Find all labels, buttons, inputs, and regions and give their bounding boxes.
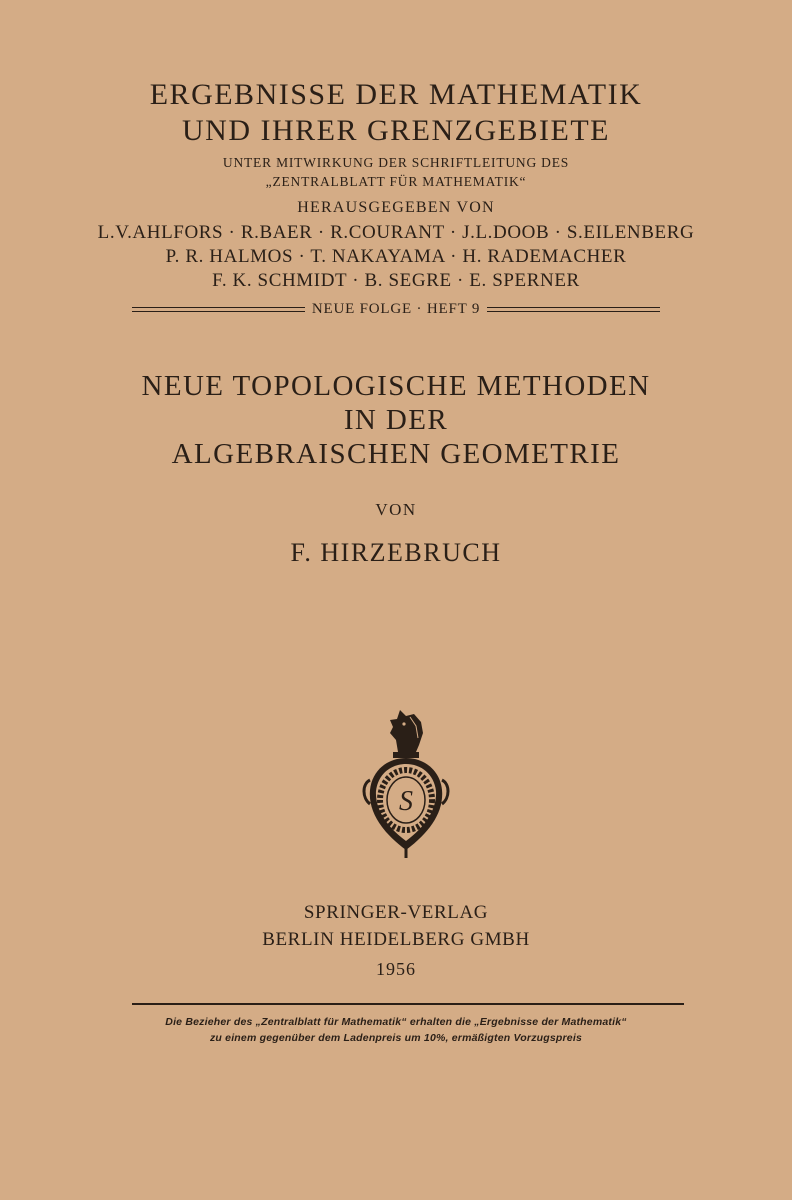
series-folge-label: NEUE FOLGE · HEFT 9 [311, 300, 481, 317]
editors-line-1: L.V.AHLFORS · R.BAER · R.COURANT · J.L.DOOB · S.EILENBERG [97, 222, 695, 243]
right-double-rule [487, 307, 660, 312]
subscriber-note-line-1: Die Bezieher des „Zentralblatt für Mathematik“ erhalten die „Ergebnisse der Mathematik“ [165, 1016, 627, 1028]
book-title-line-2: IN DER [343, 404, 449, 436]
series-title-line-2: UND IHRER GRENZGEBIETE [182, 114, 610, 147]
publication-year: 1956 [376, 959, 416, 979]
author-name: F. HIRZEBRUCH [290, 538, 502, 567]
by-label: VON [375, 500, 417, 519]
book-title-line-3: ALGEBRAISCHEN GEOMETRIE [171, 438, 621, 470]
subscriber-note-line-2: zu einem gegenüber dem Ladenpreis um 10%, ermäßigten Vorzugspreis [209, 1032, 583, 1044]
publisher-line-2: BERLIN HEIDELBERG GMBH [262, 929, 530, 950]
editors-line-3: F. K. SCHMIDT · B. SEGRE · E. SPERNER [212, 270, 580, 291]
editors-line-2: P. R. HALMOS · T. NAKAYAMA · H. RADEMACHER [165, 246, 627, 267]
series-title-line-1: ERGEBNISSE DER MATHEMATIK [149, 78, 643, 111]
publisher-line-1: SPRINGER-VERLAG [303, 902, 489, 923]
cooperation-line-1: UNTER MITWIRKUNG DER SCHRIFTLEITUNG DES [222, 155, 570, 170]
left-double-rule [132, 307, 305, 312]
springer-knight-emblem-icon [360, 700, 452, 860]
cooperation-line-2: „ZENTRALBLATT FÜR MATHEMATIK“ [265, 174, 527, 189]
book-title-line-1: NEUE TOPOLOGISCHE METHODEN [141, 370, 651, 402]
series-folge-banner [132, 298, 660, 320]
note-divider [132, 1003, 684, 1005]
emblem-monogram: S [399, 786, 413, 817]
edited-by-label: HERAUSGEGEBEN VON [297, 199, 495, 216]
